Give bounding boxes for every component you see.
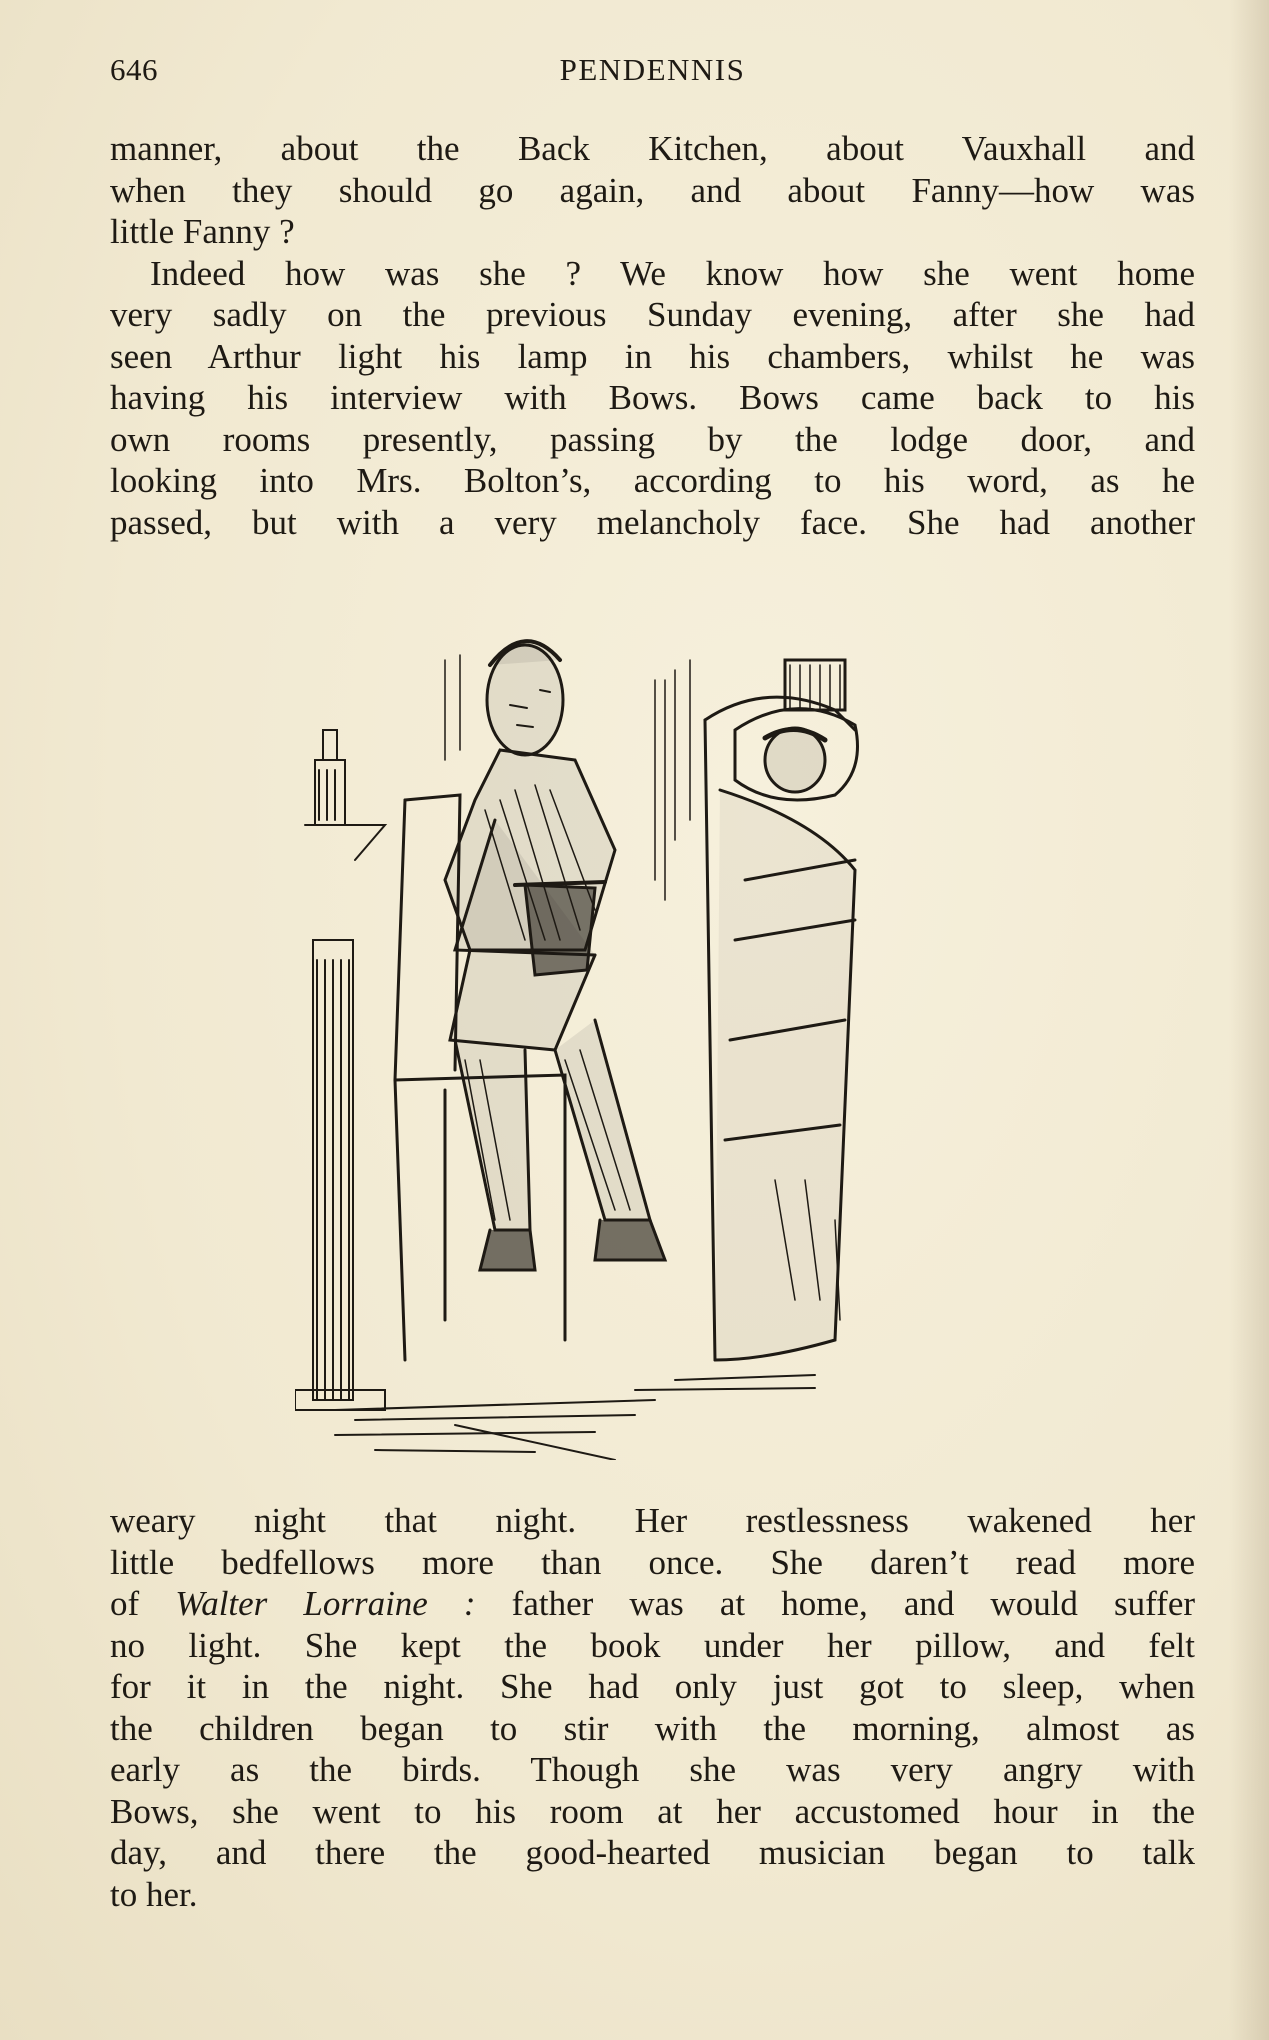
text-line: manner, about the Back Kitchen, about Vauxhall and [110, 129, 1195, 168]
text-block-top [110, 128, 1195, 543]
page-header [110, 52, 1195, 96]
text-line: own rooms presently, passing by the lodge door, and [110, 419, 1195, 459]
text-line: Bows, she went to his room at her accustomed hour in the [110, 1791, 1195, 1831]
running-title: PENDENNIS [559, 52, 746, 87]
text-line: to her. [110, 1874, 198, 1914]
text-line: seen Arthur light his lamp in his chambers, whilst he was [110, 336, 1195, 376]
engraving-illustration [295, 620, 975, 1460]
text-line: little bedfellows more than once. She daren’t read more [110, 1542, 1195, 1582]
text-line: no light. She kept the book under her pillow, and felt [110, 1625, 1195, 1665]
text-line: weary night that night. Her restlessness wakened her [110, 1501, 1195, 1540]
text-line: Indeed how was she ? We know how she went home [150, 253, 1195, 293]
text-line: day, and there the good-hearted musician began to talk [110, 1833, 1195, 1872]
text-line-mixed [110, 1583, 1195, 1625]
text-line: passed, but with a very melancholy face. She had another [110, 502, 1195, 542]
page-edge-shadow [1229, 0, 1269, 2040]
text-line: little Fanny ? [110, 212, 295, 251]
illustration-icon [295, 620, 975, 1460]
page-number: 646 [110, 52, 158, 87]
text-line: when they should go again, and about Fanny—how was [110, 170, 1195, 210]
text-block-bottom [110, 1500, 1195, 1915]
book-title-italic: Walter Lorraine : [175, 1584, 476, 1623]
text-line: for it in the night. She had only just got to sleep, when [110, 1667, 1195, 1706]
text-line: very sadly on the previous Sunday evening, after she had [110, 295, 1195, 334]
text-line: the children began to stir with the morning, almost as [110, 1708, 1195, 1748]
text-line: early as the birds. Though she was very angry with [110, 1750, 1195, 1789]
text-fragment: father was at home, and would suffer [475, 1584, 1196, 1623]
text-line: having his interview with Bows. Bows came back to his [110, 378, 1195, 417]
text-fragment: of [110, 1584, 176, 1623]
text-line: looking into Mrs. Bolton’s, according to his word, as he [110, 461, 1195, 500]
